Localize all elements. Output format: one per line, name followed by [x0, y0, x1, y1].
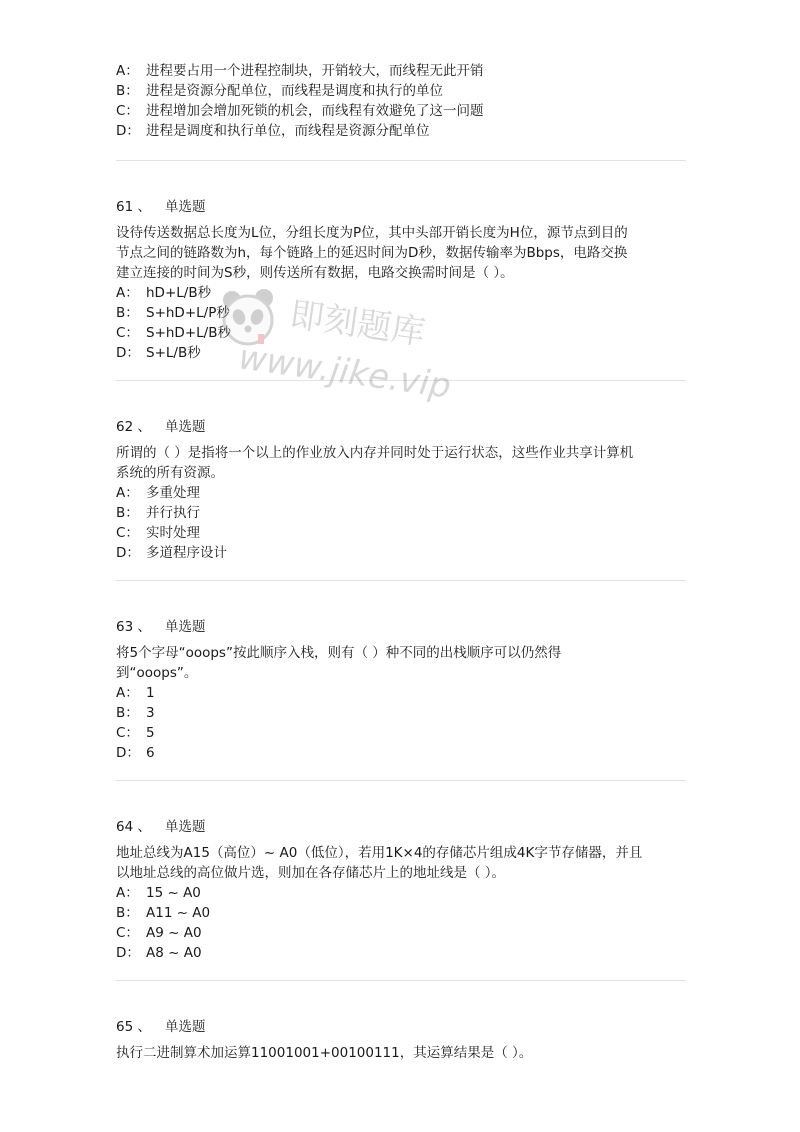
prev-question-options [116, 61, 686, 141]
question-61 [116, 197, 686, 363]
divider [116, 380, 686, 381]
option-d[interactable]: D： 进程是调度和执行单位，而线程是资源分配单位 [116, 123, 430, 139]
question-header: 61 、 单选题 [116, 199, 206, 215]
option-c[interactable]: C： 进程增加会增加死锁的机会，而线程有效避免了这一问题 [116, 103, 484, 119]
question-header: 63 、 单选题 [116, 619, 206, 635]
question-stem: 建立连接的时间为S秒，则传送所有数据，电路交换需时间是（ ）。 [116, 265, 514, 281]
question-stem: 将5个字母“ooops”按此顺序入栈，则有（ ）种不同的出栈顺序可以仍然得 [116, 645, 562, 661]
question-63 [116, 617, 686, 763]
option-d[interactable]: D： 多道程序设计 [116, 545, 227, 561]
divider [116, 160, 686, 161]
divider [116, 780, 686, 781]
question-stem: 到“ooops”。 [116, 665, 198, 681]
question-62 [116, 417, 686, 563]
option-c[interactable]: C： A9 ~ A0 [116, 925, 202, 941]
watermark-url: www.jike.vip [236, 337, 454, 407]
question-stem: 地址总线为A15（高位）~ A0（低位），若用1K×4的存储芯片组成4K字节存储器，并且 [116, 845, 643, 861]
question-stem: 系统的所有资源。 [116, 465, 224, 481]
divider [116, 580, 686, 581]
option-a[interactable]: A： 15 ~ A0 [116, 885, 201, 901]
option-c[interactable]: C： 实时处理 [116, 525, 200, 541]
option-b[interactable]: B： 并行执行 [116, 505, 200, 521]
divider [116, 980, 686, 981]
question-header: 64 、 单选题 [116, 819, 206, 835]
option-d[interactable]: D： A8 ~ A0 [116, 945, 202, 961]
option-c[interactable]: C： S+hD+L/B秒 [116, 325, 231, 341]
watermark-brand: 即刻题库 [287, 294, 428, 354]
option-c[interactable]: C： 5 [116, 725, 155, 741]
question-stem: 设待传送数据总长度为L位，分组长度为P位，其中头部开销长度为H位，源节点到目的 [116, 225, 628, 241]
option-b[interactable]: B： S+hD+L/P秒 [116, 305, 230, 321]
option-a[interactable]: A： hD+L/B秒 [116, 285, 212, 301]
question-stem: 所谓的（ ）是指将一个以上的作业放入内存并同时处于运行状态，这些作业共享计算机 [116, 445, 634, 461]
option-b[interactable]: B： A11 ~ A0 [116, 905, 211, 921]
option-a[interactable]: A： 1 [116, 685, 155, 701]
question-stem: 执行二进制算术加运算11001001+00100111，其运算结果是（ ）。 [116, 1045, 533, 1061]
option-a[interactable]: A： 多重处理 [116, 485, 200, 501]
option-a[interactable]: A： 进程要占用一个进程控制块，开销较大，而线程无此开销 [116, 63, 484, 79]
option-b[interactable]: B： 进程是资源分配单位，而线程是调度和执行的单位 [116, 83, 443, 99]
question-stem: 节点之间的链路数为h，每个链路上的延迟时间为D秒，数据传输率为Bbps，电路交换 [116, 245, 628, 261]
option-d[interactable]: D： S+L/B秒 [116, 345, 201, 361]
option-b[interactable]: B： 3 [116, 705, 155, 721]
question-stem: 以地址总线的高位做片选，则加在各存储芯片上的地址线是（ ）。 [116, 865, 506, 881]
question-65 [116, 1017, 686, 1063]
question-header: 65 、 单选题 [116, 1019, 206, 1035]
question-64 [116, 817, 686, 963]
option-d[interactable]: D： 6 [116, 745, 155, 761]
question-header: 62 、 单选题 [116, 419, 206, 435]
